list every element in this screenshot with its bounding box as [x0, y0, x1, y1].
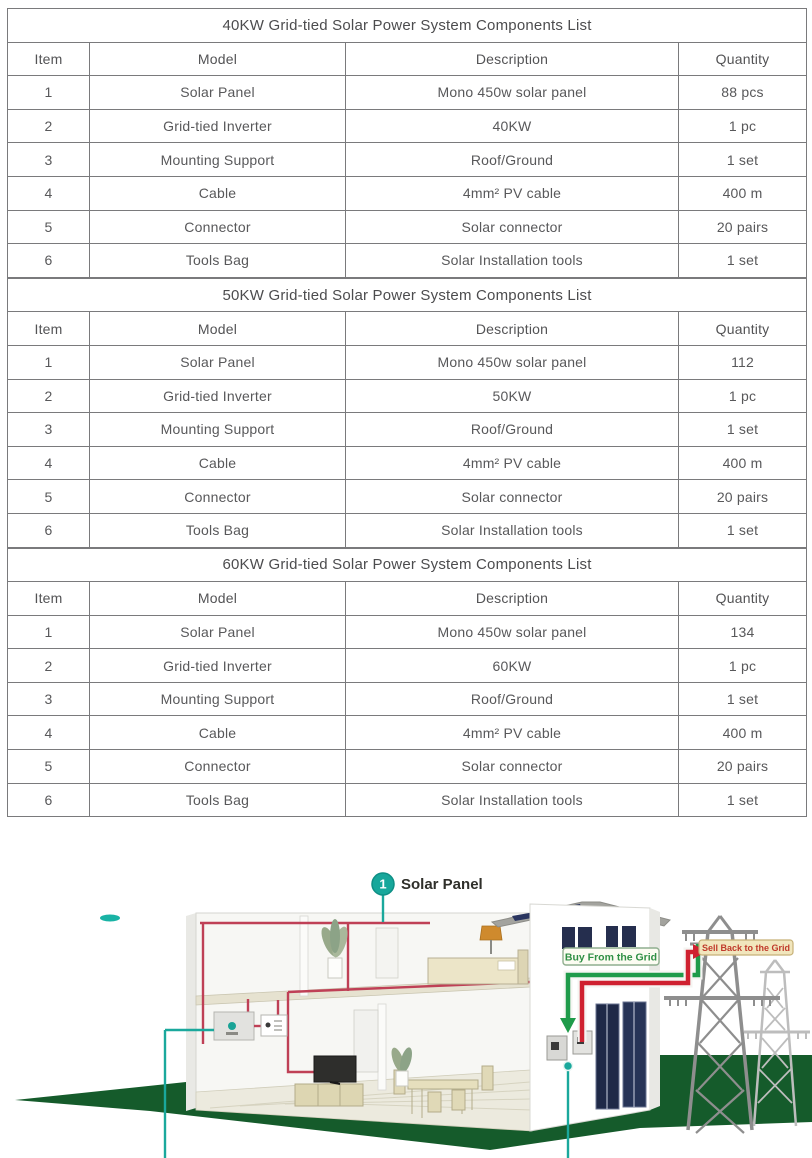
cell-model: Mounting Support [90, 682, 346, 716]
cell-model: Grid-tied Inverter [90, 109, 346, 143]
table-row [8, 210, 807, 244]
cell-description: Mono 450w solar panel [346, 615, 679, 649]
cell-description: 40KW [346, 109, 679, 143]
inverter [214, 1012, 287, 1040]
cell-quantity: 400 m [679, 716, 807, 750]
cell-quantity: 112 [679, 345, 807, 379]
col-header-item: Item [8, 312, 90, 346]
table-title: 50KW Grid-tied Solar Power System Components List [8, 278, 807, 312]
col-header-item: Item [8, 42, 90, 76]
table-row [8, 345, 807, 379]
table-title: 40KW Grid-tied Solar Power System Components List [8, 9, 807, 43]
cell-model: Cable [90, 446, 346, 480]
components-table-40kw [7, 8, 807, 278]
table-row [8, 750, 807, 784]
col-header-quantity: Quantity [679, 42, 807, 76]
cell-quantity: 20 pairs [679, 210, 807, 244]
cell-model: Grid-tied Inverter [90, 379, 346, 413]
table-row [8, 109, 807, 143]
sell-back-to-grid-label [699, 940, 793, 955]
solar-panel-label: Solar Panel [401, 876, 483, 893]
cell-quantity: 20 pairs [679, 480, 807, 514]
table-title: 60KW Grid-tied Solar Power System Components List [8, 548, 807, 582]
table-row [8, 716, 807, 750]
cell-quantity: 1 pc [679, 649, 807, 683]
cell-description: Mono 450w solar panel [346, 76, 679, 110]
cell-model: Connector [90, 480, 346, 514]
cell-quantity: 400 m [679, 446, 807, 480]
cell-description: Mono 450w solar panel [346, 345, 679, 379]
col-header-model: Model [90, 582, 346, 616]
cell-item: 3 [8, 143, 90, 177]
cell-quantity: 88 pcs [679, 76, 807, 110]
col-header-description: Description [346, 582, 679, 616]
cell-description: Solar Installation tools [346, 513, 679, 547]
table-row [8, 513, 807, 547]
cell-description: 4mm² PV cable [346, 446, 679, 480]
table-row [8, 682, 807, 716]
cell-quantity: 1 set [679, 513, 807, 547]
col-header-quantity: Quantity [679, 582, 807, 616]
col-header-item: Item [8, 582, 90, 616]
cell-item: 6 [8, 783, 90, 817]
cell-model: Tools Bag [90, 783, 346, 817]
solar-panel-callout [372, 873, 483, 895]
cell-description: Solar connector [346, 210, 679, 244]
cell-model: Solar Panel [90, 615, 346, 649]
cell-quantity: 1 set [679, 682, 807, 716]
cell-description: 4mm² PV cable [346, 176, 679, 210]
components-table-60kw [7, 548, 807, 818]
table-row [8, 76, 807, 110]
table-row [8, 176, 807, 210]
component-lists [7, 8, 806, 817]
cell-model: Mounting Support [90, 413, 346, 447]
cell-item: 5 [8, 210, 90, 244]
cell-description: Solar Installation tools [346, 244, 679, 278]
cell-quantity: 1 pc [679, 109, 807, 143]
cell-model: Solar Panel [90, 345, 346, 379]
table-row [8, 143, 807, 177]
cell-quantity: 1 set [679, 143, 807, 177]
cell-quantity: 1 set [679, 783, 807, 817]
table-row [8, 649, 807, 683]
cell-quantity: 400 m [679, 176, 807, 210]
svg-text:1: 1 [379, 876, 387, 892]
cell-model: Grid-tied Inverter [90, 649, 346, 683]
table-row [8, 379, 807, 413]
cell-description: Solar connector [346, 480, 679, 514]
cell-item: 1 [8, 76, 90, 110]
cell-quantity: 20 pairs [679, 750, 807, 784]
cell-model: Tools Bag [90, 513, 346, 547]
cell-model: Tools Bag [90, 244, 346, 278]
cell-item: 1 [8, 345, 90, 379]
cell-item: 1 [8, 615, 90, 649]
cell-quantity: 1 set [679, 244, 807, 278]
cell-model: Connector [90, 750, 346, 784]
cell-description: Roof/Ground [346, 143, 679, 177]
cell-item: 6 [8, 513, 90, 547]
cell-item: 3 [8, 682, 90, 716]
cell-item: 4 [8, 446, 90, 480]
cell-model: Mounting Support [90, 143, 346, 177]
col-header-description: Description [346, 312, 679, 346]
cell-item: 5 [8, 750, 90, 784]
cell-model: Solar Panel [90, 76, 346, 110]
cell-description: Roof/Ground [346, 413, 679, 447]
solar-system-illustration [0, 858, 812, 1158]
cell-model: Cable [90, 716, 346, 750]
col-header-model: Model [90, 312, 346, 346]
buy-from-grid-label [563, 948, 659, 965]
cell-item: 4 [8, 716, 90, 750]
col-header-model: Model [90, 42, 346, 76]
table-row [8, 480, 807, 514]
col-header-description: Description [346, 42, 679, 76]
cell-quantity: 1 set [679, 413, 807, 447]
cell-quantity: 1 pc [679, 379, 807, 413]
cell-description: Roof/Ground [346, 682, 679, 716]
cell-item: 2 [8, 649, 90, 683]
teal-edge-mark [100, 915, 120, 922]
cell-item: 3 [8, 413, 90, 447]
table-row [8, 783, 807, 817]
cell-item: 4 [8, 176, 90, 210]
cell-description: 4mm² PV cable [346, 716, 679, 750]
svg-text:Sell Back to the Grid: Sell Back to the Grid [701, 943, 791, 953]
cell-model: Cable [90, 176, 346, 210]
svg-text:Buy From the Grid: Buy From the Grid [564, 951, 658, 964]
cell-quantity: 134 [679, 615, 807, 649]
col-header-quantity: Quantity [679, 312, 807, 346]
facade [530, 904, 660, 1131]
meter-connection-dot [564, 1062, 573, 1071]
table-row [8, 446, 807, 480]
cell-item: 5 [8, 480, 90, 514]
table-row [8, 615, 807, 649]
table-row [8, 244, 807, 278]
cell-description: 60KW [346, 649, 679, 683]
cell-item: 6 [8, 244, 90, 278]
cell-description: 50KW [346, 379, 679, 413]
cell-model: Connector [90, 210, 346, 244]
cell-description: Solar connector [346, 750, 679, 784]
cell-item: 2 [8, 109, 90, 143]
cell-description: Solar Installation tools [346, 783, 679, 817]
table-row [8, 413, 807, 447]
components-table-50kw [7, 278, 807, 548]
cell-item: 2 [8, 379, 90, 413]
